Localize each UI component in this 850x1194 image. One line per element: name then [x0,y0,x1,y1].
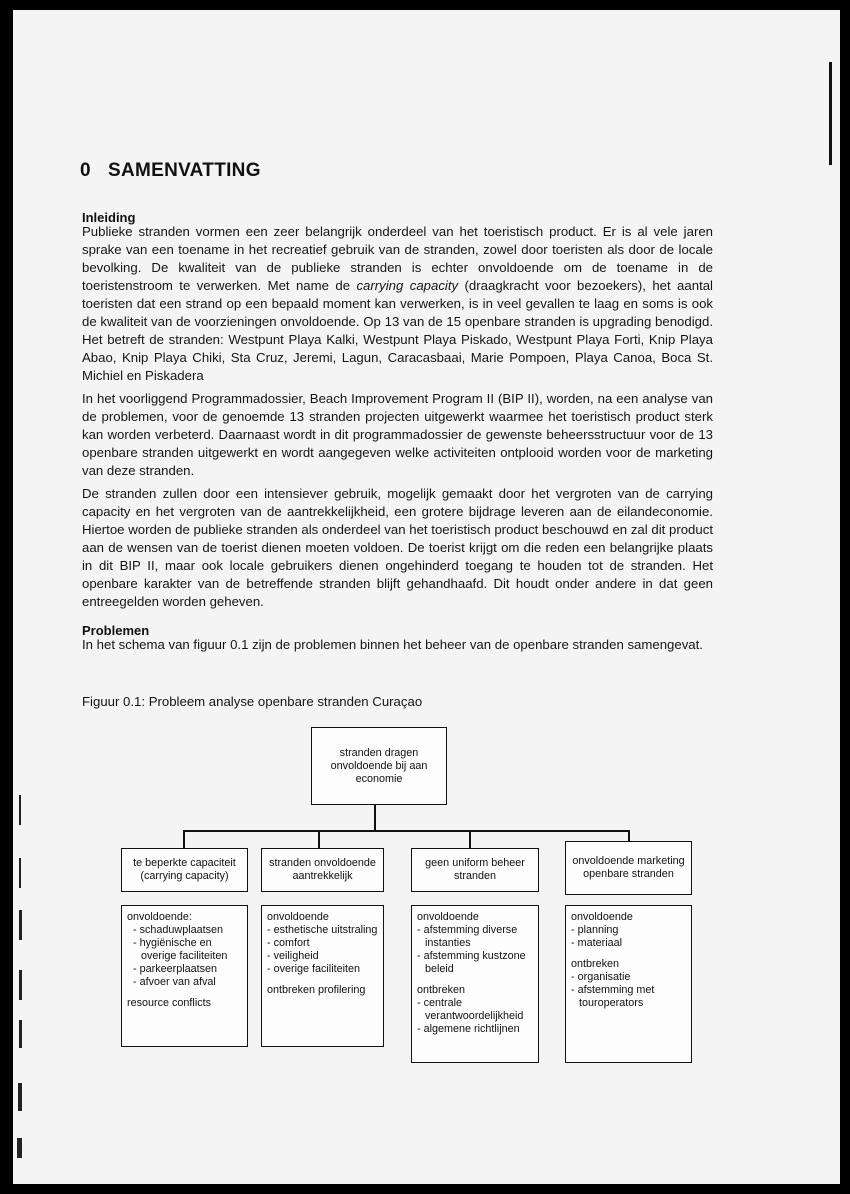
scan-edge-rule [829,62,832,165]
detail-line: ontbreken profilering [267,984,366,996]
connector-line [183,830,629,832]
detail-line: - afstemming met [571,984,655,996]
detail-line: onvoldoende [417,911,479,923]
detail-line: instanties [425,937,471,949]
detail-line: - veiligheid [267,950,319,962]
branch-box-marketing [565,841,692,895]
connector-line [318,830,320,849]
section-heading-inleiding: Inleiding [82,210,136,225]
detail-line: resource conflicts [127,997,212,1009]
branch-title: onvoldoende marketing openbare stranden [572,855,685,880]
margin-mark [18,1083,22,1111]
detail-line: - parkeerplaatsen [133,963,218,975]
detail-line: overige faciliteiten [141,950,228,962]
detail-line: ontbreken [571,958,620,970]
chapter-title: SAMENVATTING [108,160,261,181]
detail-line: - afstemming diverse [417,924,518,936]
detail-line: onvoldoende [267,911,329,923]
diagram-root-box [311,727,447,805]
detail-line: - esthetische uitstraling [267,924,378,936]
detail-spacer [127,989,242,997]
detail-line: beleid [425,963,454,975]
section-heading-problemen: Problemen [82,623,150,638]
connector-line [469,830,471,849]
paragraph-text: (draagkracht voor bezoekers), het aantal toeristen dat een strand op een bepaald moment kan verwerken, is in veel gevallen te laag en soms is ook de kwaliteit van de voorzieningen onvoldoende. Op 13 van de 15 openbare stranden is upgrading benodigd. Het betreft de stranden: Westpunt Playa Kalki, Westpunt Playa Piskado, Westpunt Playa Forti, Knip Playa Abao, Knip Playa Chiki, Sta Cruz, Jeremi, Lagun, Caracasbaai, Marie Pompoen, Playa Canoa, Boca St. Michiel en Piskadera [82,278,713,383]
paragraph-inleiding-2: In het voorliggend Programmadossier, Beach Improvement Program II (BIP II), worden, na een analyse van de problemen, voor de genoemde 13 stranden projecten uitgewerkt waarmee het toeristisch product sterk kan worden verbeterd. Daarnaast wordt in dit programmadossier de gewenste beheersstructuur voor de 13 openbare stranden uitgewerkt en wordt aangegeven welke activiteiten ontplooid worden voor de marketing van deze stranden. [82,391,713,478]
branch-title: geen uniform beheer stranden [425,857,525,882]
margin-mark [19,795,21,825]
branch-title: stranden onvoldoende aantrekkelijk [269,857,376,882]
branch-title: te beperkte capaciteit (carrying capacity) [133,857,236,882]
detail-line: - centrale [417,997,463,1009]
paragraph-problemen: In het schema van figuur 0.1 zijn de problemen binnen het beheer van de openbare stranden samengevat. [82,637,703,652]
detail-line: - algemene richtlijnen [417,1023,520,1035]
figure-caption: Figuur 0.1: Probleem analyse openbare stranden Curaçao [82,694,423,709]
margin-mark [19,910,22,940]
document-page [13,10,840,1184]
branch-detail-capacity [121,905,248,1047]
detail-spacer [571,950,686,958]
detail-line: - planning [571,924,619,936]
connector-line [183,830,185,849]
detail-line: onvoldoende: [127,911,192,923]
detail-line: - hygiënische en [133,937,212,949]
margin-mark [19,970,22,1000]
detail-line: - materiaal [571,937,623,949]
chapter-number: 0 [80,160,91,181]
branch-detail-attractiveness [261,905,384,1047]
branch-box-attractiveness [261,848,384,892]
connector-line [374,805,376,831]
detail-line: onvoldoende [571,911,633,923]
branch-detail-management [411,905,539,1063]
detail-line: - organisatie [571,971,631,983]
branch-box-capacity [121,848,248,892]
detail-line: verantwoordelijkheid [425,1010,524,1022]
margin-mark [17,1138,22,1158]
paragraph-emphasis: carrying capacity [356,278,459,293]
paragraph-text: Publieke stranden vormen een zeer belangrijk onderdeel van het toeristisch product. Er is al vele jaren sprake van een toename in het recreatief gebruik van de stranden, zowel door toeristen als door de locale bevolking. De kwaliteit van de publieke stranden is echter onvoldoende om de toename in de toeristenstroom te verwerken. Met name de [82,224,713,293]
branch-detail-marketing [565,905,692,1063]
detail-spacer [417,976,533,984]
detail-line: ontbreken [417,984,466,996]
paragraph-inleiding-3: De stranden zullen door een intensiever gebruik, mogelijk gemaakt door het vergroten van de carrying capacity en het vergroten van de aantrekkelijkheid, een grotere bijdrage leveren aan de eilandeconomie. Hiertoe worden de publieke stranden als onderdeel van het toeristisch product beschouwd en zal dit product aan de wensen van de toerist dienen moeten voldoen. De toerist krijgt om die reden een belangrijke plaats in dit BIP II, maar ook locale gebruikers dienen ongehinderd toegang te houden tot de stranden. Het openbare karakter van de betreffende stranden blijft gehandhaafd. Dit houdt onder andere in dat geen entreegelden worden geheven. [82,486,713,609]
detail-line: touroperators [579,997,644,1009]
detail-line: - comfort [267,937,310,949]
detail-spacer [267,976,378,984]
diagram-root-text: stranden dragen onvoldoende bij aan economie [330,746,428,785]
detail-line: - schaduwplaatsen [133,924,224,936]
margin-mark [19,858,21,888]
detail-line: - overige faciliteiten [267,963,361,975]
branch-box-management [411,848,539,892]
paragraph-inleiding-1 [82,223,713,385]
detail-line: - afstemming kustzone [417,950,526,962]
page-title [80,160,261,182]
margin-mark [19,1020,22,1048]
detail-line: - afvoer van afval [133,976,216,988]
